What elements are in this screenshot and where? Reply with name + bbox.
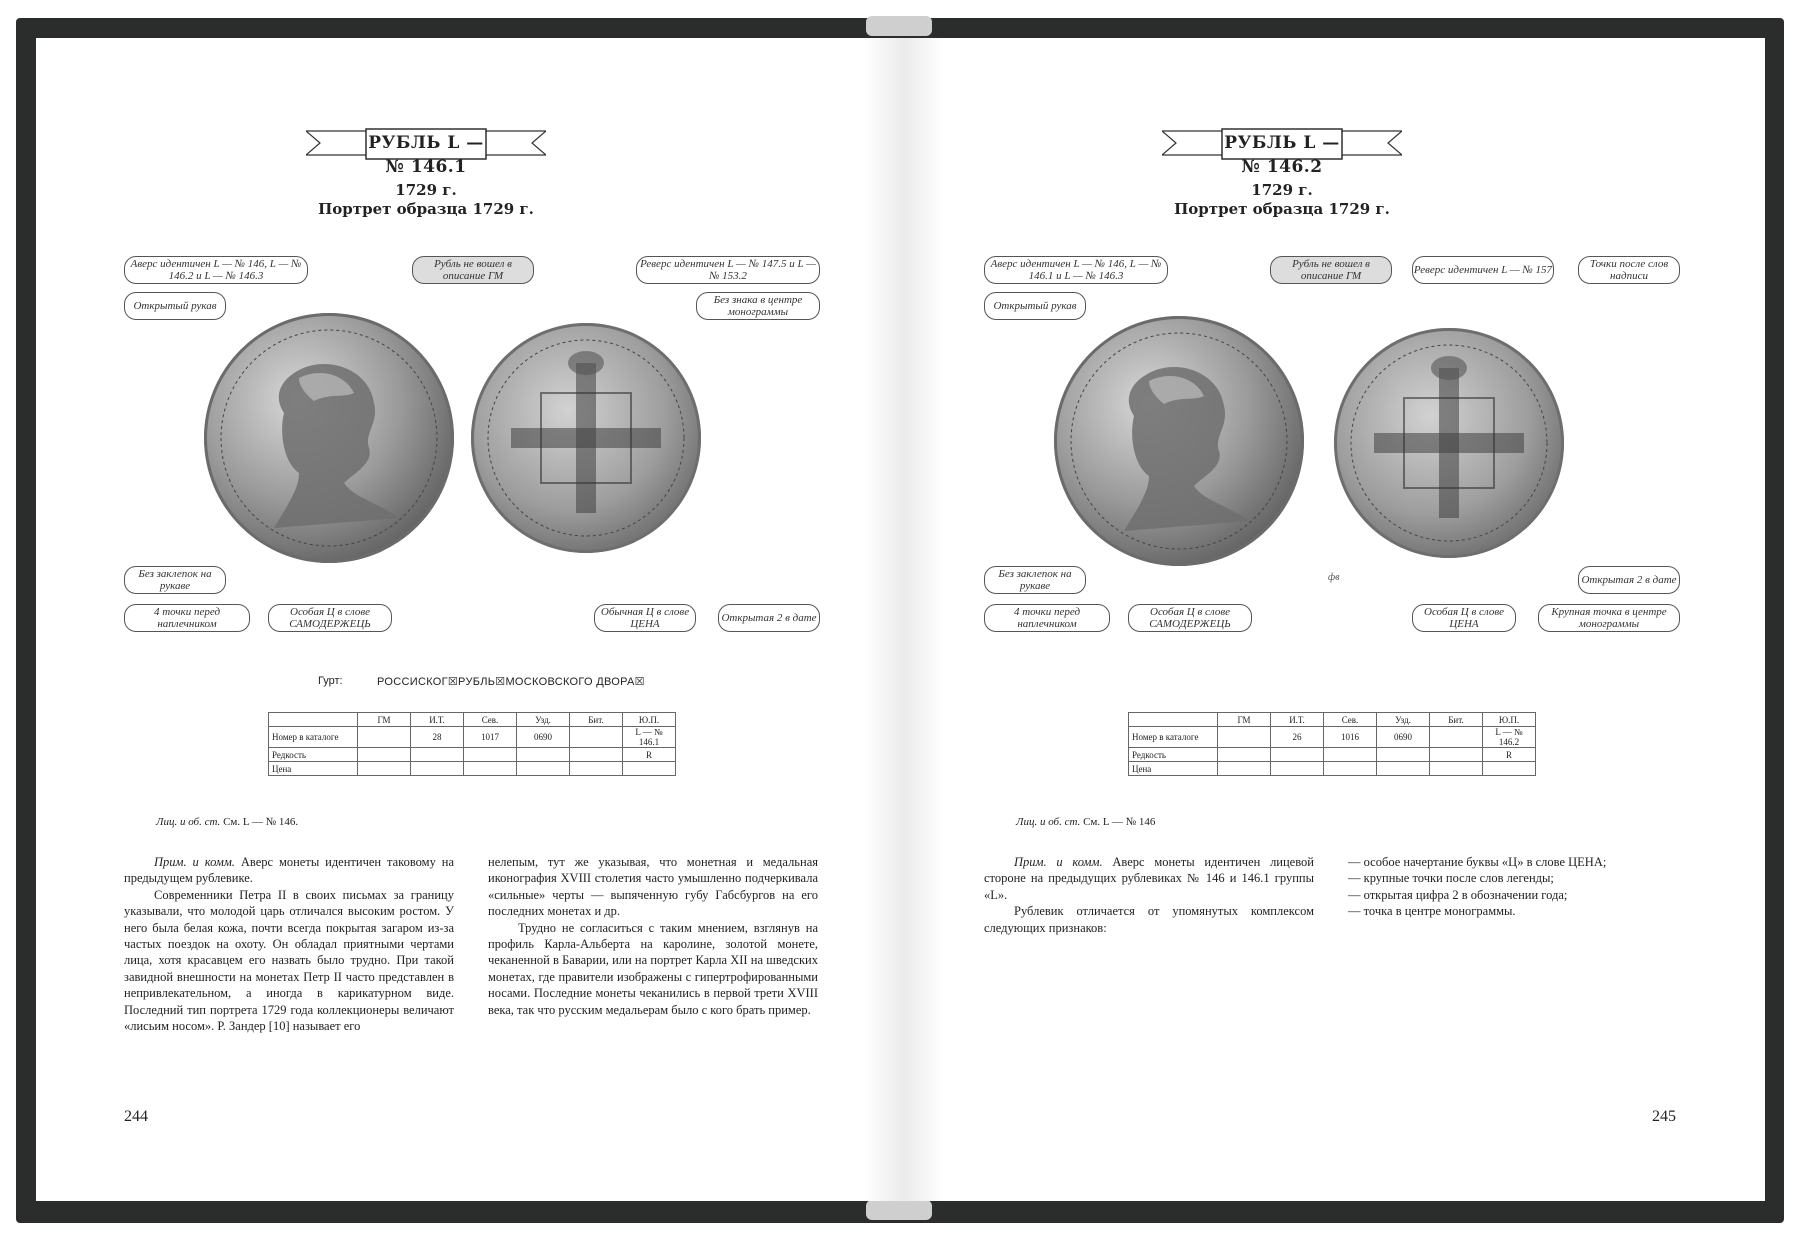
comment-text: Аверс монеты идентичен таковому на предыдущем рублевике. — [124, 855, 454, 886]
table-cell — [1129, 713, 1218, 727]
table-cell — [517, 762, 570, 776]
table-header: Ю.П. — [1483, 713, 1536, 727]
table-row — [1129, 762, 1536, 776]
reference-italic: Лиц. и об. ст. — [1016, 816, 1081, 828]
portrait-icon — [204, 313, 454, 563]
table-cell — [1430, 727, 1483, 748]
table-cell: 0690 — [517, 727, 570, 748]
table-cell — [570, 762, 623, 776]
table-header: Узд. — [517, 713, 570, 727]
table-cell: 1016 — [1324, 727, 1377, 748]
paragraph: Современники Петра II в своих письмах за границу указывали, что молодой царь отличался высоким ростом. У него была белая кожа, почти всегда покрытая загаром из-за частых поездок на охоту. Он обладал приятными чертами лица, хотя красавцем его назвать было трудно. При такой завидной внешности на монетах Петр II часто представлен в непривлекательном, а иногда в карикатурном виде. Последний тип портрета 1729 года коллекционеры величают «лисьим носом». Р. Зандер [10] называет его — [124, 887, 454, 1034]
banner-title: РУБЛЬ L — № 146.2 — [1224, 133, 1340, 177]
title-banner — [306, 125, 546, 177]
year-heading: 1729 г. — [1251, 181, 1313, 199]
tag-special-ts: Особая Ц в слове САМОДЕРЖЕЦЬ — [1128, 604, 1252, 632]
tag-open-two: Открытая 2 в дате — [718, 604, 820, 632]
table-cell: Цена — [1129, 762, 1218, 776]
table-cell — [1218, 762, 1271, 776]
tag-revers: Реверс идентичен L — № 147.5 и L — № 153.2 — [636, 256, 820, 284]
tag-special-ts: Особая Ц в слове САМОДЕРЖЕЦЬ — [268, 604, 392, 632]
tag-avers: Аверс идентичен L — № 146, L — № 146.1 и L — № 146.3 — [984, 256, 1168, 284]
table-cell — [1218, 727, 1271, 748]
paragraph: нелепым, тут же указывая, что монетная и медальная иконография XVIII столетия часто умышленно подчеркивала «сильные» черты — выпяченную губу Габсбургов на его последних монетах и др. — [488, 855, 818, 919]
gutter-shadow — [864, 38, 904, 1201]
text-column-1 — [984, 854, 1314, 936]
table-header: Узд. — [1377, 713, 1430, 727]
monogram-cross-icon — [1334, 328, 1564, 558]
table-cell — [1271, 762, 1324, 776]
gutter-shadow — [904, 38, 944, 1201]
table-header: Бит. — [570, 713, 623, 727]
coin-reverse-image — [471, 323, 701, 553]
table-cell: 0690 — [1377, 727, 1430, 748]
tag-four-dots: 4 точки перед наплечником — [984, 604, 1110, 632]
tag-dots-after: Точки после слов надписи — [1578, 256, 1680, 284]
tag-no-mark: Без знака в центре монограммы — [696, 292, 820, 320]
tag-open-two: Открытая 2 в дате — [1578, 566, 1680, 594]
table-cell — [1430, 762, 1483, 776]
table-cell — [1324, 762, 1377, 776]
tag-revers: Реверс идентичен L — № 157 — [1412, 256, 1554, 284]
table-header: И.Т. — [411, 713, 464, 727]
table-cell — [570, 727, 623, 748]
tag-usual-ts: Обычная Ц в слове ЦЕНА — [594, 604, 696, 632]
portrait-icon — [1054, 316, 1304, 566]
coin-reverse-image — [1334, 328, 1564, 558]
tag-avers: Аверс идентичен L — № 146, L — № 146.2 и L — № 146.3 — [124, 256, 308, 284]
table-cell: Номер в каталоге — [269, 727, 358, 748]
table-cell — [411, 762, 464, 776]
table-cell — [623, 762, 676, 776]
table-cell: 26 — [1271, 727, 1324, 748]
monogram-cross-icon — [471, 323, 701, 553]
text-column-1 — [124, 854, 454, 1034]
banner-title: РУБЛЬ L — № 146.1 — [368, 133, 484, 177]
table-cell — [1483, 762, 1536, 776]
table-cell: L — № 146.1 — [623, 727, 676, 748]
table-header-row — [269, 713, 676, 727]
table-header: Сев. — [464, 713, 517, 727]
list-item: — крупные точки после слов легенды; — [1348, 871, 1554, 886]
table-row — [269, 727, 676, 748]
table-cell: 28 — [411, 727, 464, 748]
table-cell — [464, 762, 517, 776]
list-item: — точка в центре монограммы. — [1348, 904, 1516, 919]
subtitle-heading: Портрет образца 1729 г. — [1174, 200, 1390, 218]
catalog-table — [268, 712, 676, 776]
table-row — [269, 748, 676, 762]
page-left — [36, 38, 904, 1201]
reference-line — [156, 816, 298, 828]
table-cell — [1324, 748, 1377, 762]
table-header: ГМ — [358, 713, 411, 727]
table-header: Ю.П. — [623, 713, 676, 727]
tag-big-dot: Крупная точка в центре монограммы — [1538, 604, 1680, 632]
table-cell — [411, 748, 464, 762]
table-cell: Цена — [269, 762, 358, 776]
gurt-label: Гурт: — [318, 675, 343, 687]
year-heading: 1729 г. — [395, 181, 457, 199]
list-item: — открытая цифра 2 в обозначении года; — [1348, 887, 1568, 902]
comment-italic: Прим. и комм. — [154, 855, 235, 869]
reference-line — [1016, 816, 1155, 828]
tag-not-in-gm: Рубль не вошел в описание ГМ — [412, 256, 534, 284]
reference-rest: См. L — № 146. — [220, 816, 299, 828]
reference-italic: Лиц. и об. ст. — [156, 816, 221, 828]
catalog-table — [1128, 712, 1536, 776]
tag-open-sleeve: Открытый рукав — [984, 292, 1086, 320]
table-cell: Номер в каталоге — [1129, 727, 1218, 748]
table-header-row — [1129, 713, 1536, 727]
coin-obverse-image — [204, 313, 454, 563]
gurt-text: РОССИСКОГ☒РУБЛЬ☒МОСКОВСКОГО ДВОРА☒ — [377, 676, 645, 688]
table-cell — [1377, 762, 1430, 776]
table-header: Бит. — [1430, 713, 1483, 727]
page-number: 244 — [124, 1108, 148, 1125]
table-cell — [269, 713, 358, 727]
reference-rest: См. L — № 146 — [1080, 816, 1156, 828]
text-column-2 — [1348, 854, 1678, 920]
bookmark-band-bottom — [866, 1200, 932, 1220]
bookmark-band-top — [866, 16, 932, 36]
table-cell — [358, 727, 411, 748]
tag-not-in-gm: Рубль не вошел в описание ГМ — [1270, 256, 1392, 284]
tag-no-rivets: Без заклепок на рукаве — [124, 566, 226, 594]
paragraph: Трудно не согласиться с таким мнением, взглянув на профиль Карла-Альберта на каролине, золотой монете, чеканенной в Баварии, или на портрет Карла XII на шведских монетах, где правители изображены с гипертрофированными носами. Последние монеты чеканились в первой трети XVIII века, так что русским медальерам было с кого брать пример. — [488, 920, 818, 1017]
tag-special-ts-cena: Особая Ц в слове ЦЕНА — [1412, 604, 1516, 632]
table-cell — [1271, 748, 1324, 762]
subtitle-heading: Портрет образца 1729 г. — [318, 200, 534, 218]
table-cell — [464, 748, 517, 762]
table-cell — [517, 748, 570, 762]
table-cell: R — [1483, 748, 1536, 762]
table-cell: 1017 — [464, 727, 517, 748]
table-header: И.Т. — [1271, 713, 1324, 727]
tag-four-dots: 4 точки перед наплечником — [124, 604, 250, 632]
table-cell — [1430, 748, 1483, 762]
comment-italic: Прим. и комм. — [1014, 855, 1103, 869]
table-cell — [570, 748, 623, 762]
table-cell: R — [623, 748, 676, 762]
table-cell — [1218, 748, 1271, 762]
page-number: 245 — [1652, 1108, 1676, 1125]
text-column-2 — [488, 854, 818, 1018]
table-row — [269, 762, 676, 776]
title-banner — [1162, 125, 1402, 177]
paragraph: Рублевик отличается от упомянутых комплексом следующих признаков: — [984, 904, 1314, 935]
page-right — [904, 38, 1765, 1201]
tag-open-sleeve: Открытый рукав — [124, 292, 226, 320]
table-cell: L — № 146.2 — [1483, 727, 1536, 748]
table-cell — [358, 748, 411, 762]
table-row — [1129, 748, 1536, 762]
table-cell — [358, 762, 411, 776]
list-item: — особое начертание буквы «Ц» в слове ЦЕНА; — [1348, 855, 1607, 869]
tag-no-rivets: Без заклепок на рукаве — [984, 566, 1086, 594]
table-row — [1129, 727, 1536, 748]
table-header: ГМ — [1218, 713, 1271, 727]
comment-text: Аверс монеты идентичен лицевой стороне на предыдущих рублевиках № 146 и 146.1 группы «L». — [984, 855, 1314, 902]
coin-obverse-image — [1054, 316, 1304, 566]
table-cell — [1377, 748, 1430, 762]
table-cell: Редкость — [1129, 748, 1218, 762]
table-header: Сев. — [1324, 713, 1377, 727]
monogram-mark: фв — [1328, 572, 1340, 583]
table-cell: Редкость — [269, 748, 358, 762]
